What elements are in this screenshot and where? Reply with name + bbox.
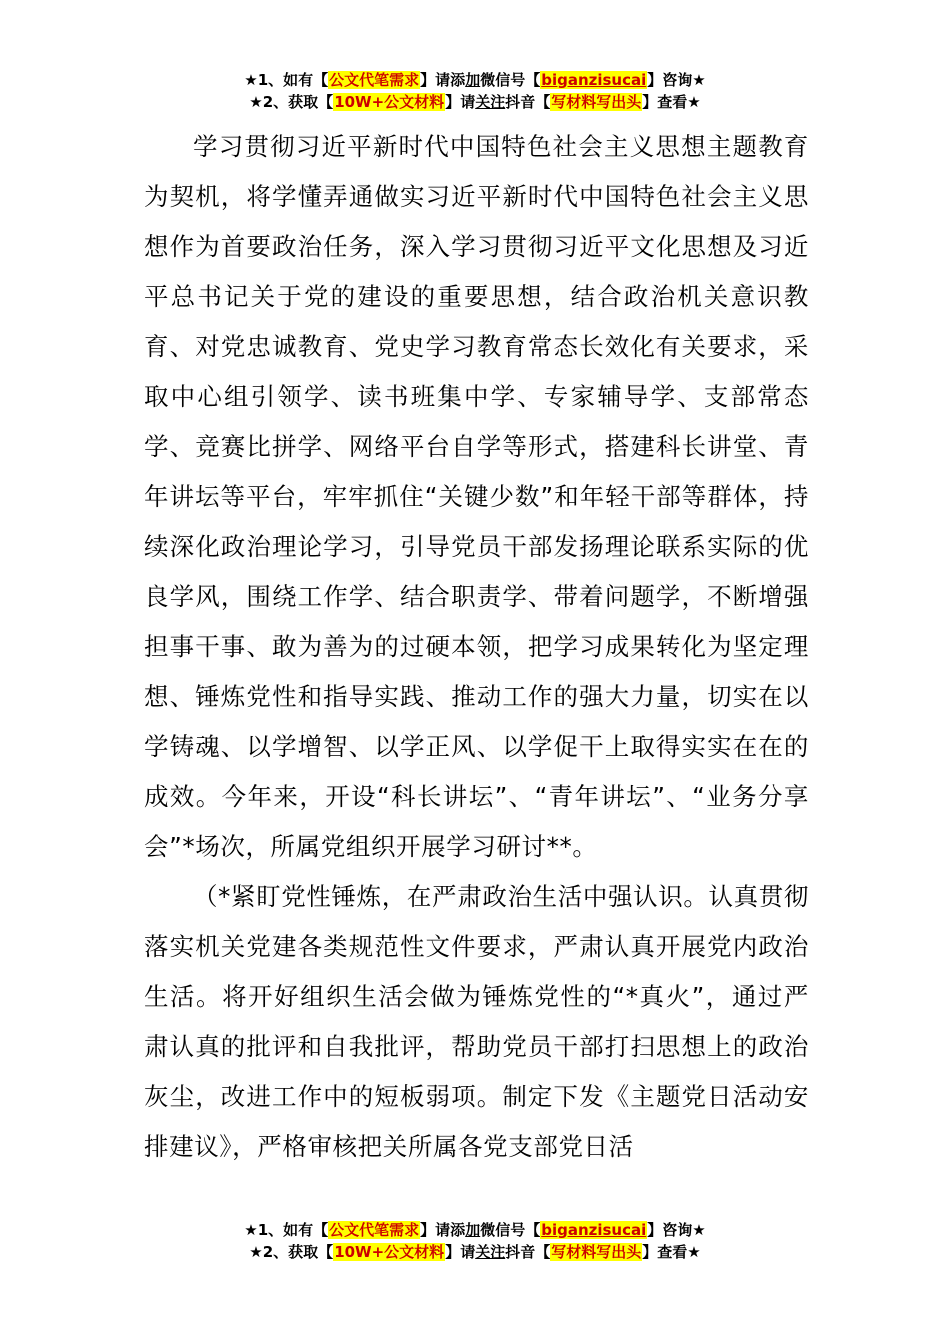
banner-text: 抖音【 <box>505 1243 551 1261</box>
banner-text: 】咨询★ <box>647 1221 706 1239</box>
banner-text: 微信号【 <box>480 71 541 89</box>
banner-underlined-text: 关注 <box>475 93 506 111</box>
banner-underlined-text: 加 <box>465 71 481 89</box>
banner-underlined-text: 关注 <box>475 1243 506 1261</box>
banner-text: 】查看★ <box>642 93 701 111</box>
banner-text: 】请 <box>445 93 476 111</box>
header-banner <box>0 69 950 113</box>
document-body <box>144 122 809 1172</box>
banner-text: ★1、如有【 <box>244 1221 329 1239</box>
banner-line-1 <box>0 1219 950 1241</box>
highlight-materials: 10W+公文材料 <box>334 1243 445 1261</box>
highlight-materials: 10W+公文材料 <box>334 93 445 111</box>
banner-text: 】咨询★ <box>647 71 706 89</box>
banner-text: 抖音【 <box>505 93 551 111</box>
paragraph-1: 学习贯彻习近平新时代中国特色社会主义思想主题教育为契机，将学懂弄通做实习近平新时代中国特色社会主义思想作为首要政治任务，深入学习贯彻习近平文化思想及习近平总书记关于党的建设的重要思想，结合政治机关意识教育、对党忠诚教育、党史学习教育常态长效化有关要求，采取中心组引领学、读书班集中学、专家辅导学、支部常态学、竞赛比拼学、网络平台自学等形式，搭建科长讲堂、青年讲坛等平台，牢牢抓住“关键少数”和年轻干部等群体，持续深化政治理论学习，引导党员干部发扬理论联系实际的优良学风，围绕工作学、结合职责学、带着问题学，不断增强担事干事、敢为善为的过硬本领，把学习成果转化为坚定理想、锤炼党性和指导实践、推动工作的强大力量，切实在以学铸魂、以学增智、以学正风、以学促干上取得实实在在的成效。今年来，开设“科长讲坛”、“青年讲坛”、“业务分享会”*场次，所属党组织开展学习研讨**。 <box>144 132 809 861</box>
banner-line-2 <box>0 1241 950 1263</box>
banner-text: 】请添 <box>420 1221 466 1239</box>
banner-text: 】请添 <box>420 71 466 89</box>
highlight-service: 公文代笔需求 <box>329 71 420 89</box>
banner-text: 】查看★ <box>642 1243 701 1261</box>
banner-line-1 <box>0 69 950 91</box>
highlight-douyin: 写材料写出头 <box>551 1243 642 1261</box>
banner-text: ★1、如有【 <box>244 71 329 89</box>
banner-text: 】请 <box>445 1243 476 1261</box>
banner-underlined-text: 加 <box>465 1221 481 1239</box>
footer-banner <box>0 1219 950 1263</box>
paragraph-2: （*紧盯党性锤炼，在严肃政治生活中强认识。认真贯彻落实机关党建各类规范性文件要求，严肃认真开展党内政治生活。将开好组织生活会做为锤炼党性的“*真火”，通过严肃认真的批评和自我批评，帮助党员干部打扫思想上的政治灰尘，改进工作中的短板弱项。制定下发《主题党日活动安排建议》，严格审核把关所属各党支部党日活 <box>144 882 809 1161</box>
banner-text: ★2、获取【 <box>249 93 334 111</box>
highlight-wechat-id: biganzisucai <box>541 1221 647 1239</box>
banner-text: ★2、获取【 <box>249 1243 334 1261</box>
banner-line-2 <box>0 91 950 113</box>
highlight-wechat-id: biganzisucai <box>541 71 647 89</box>
highlight-douyin: 写材料写出头 <box>551 93 642 111</box>
highlight-service: 公文代笔需求 <box>329 1221 420 1239</box>
banner-text: 微信号【 <box>480 1221 541 1239</box>
